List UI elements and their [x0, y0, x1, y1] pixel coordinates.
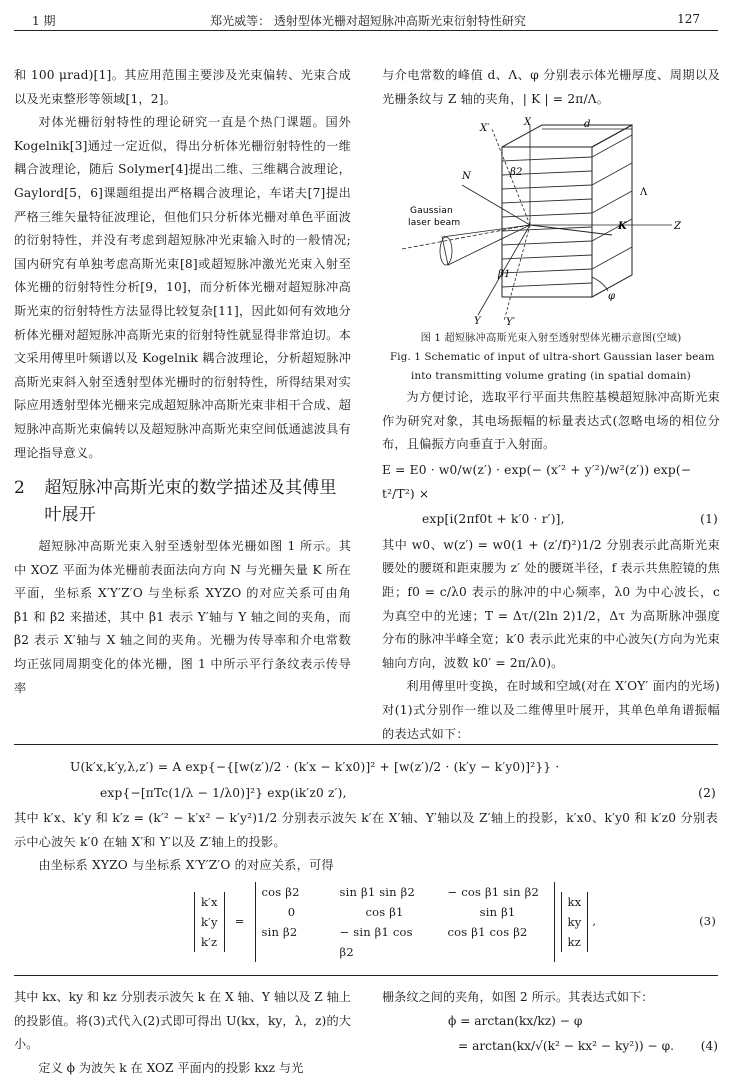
caption-english-1: Fig. 1 Schematic of input of ultra-short Gaussian laser beam — [390, 352, 715, 364]
label-z: Z — [674, 221, 682, 233]
equation-2-b: exp{−[πTc(1/λ − 1/λ0)]²} exp(ik′z0 z′), — [100, 785, 347, 800]
right-paragraph-3: 其中 w0、w(z′) = w0(1 + (z′/f)²)1/2 分别表示此高斯光束腰处的腰斑和距束腰为 z′ 处的腰斑半径，f 表示共焦腔镜的焦距；f0 = c/λ0 表示的脉冲的中心频率，λ0 为中心波长，c 为真空中的光速；T = Δτ/(2ln 2)1/2，Δτ 为高斯脉冲强度分布的脉冲半峰全宽；k′0 表示此光束的中心波矢(方向为光束轴向方向，波数 k0′ = 2π/λ0)。 — [382, 537, 720, 670]
matrix-r1c2: sin β1 sin β2 — [339, 884, 416, 899]
matrix-rhs-2: ky — [567, 914, 582, 929]
equation-2-line-b — [14, 782, 718, 806]
matrix-lhs-1: k′x — [201, 894, 218, 909]
label-lambda: Λ — [640, 187, 648, 199]
equation-3-number: (3) — [699, 914, 716, 929]
matrix-lhs-3: k′z — [201, 934, 218, 949]
equation-4-b: = arctan(kx/√(k² − kx² − ky²)) − φ. — [458, 1039, 675, 1054]
full-paragraph-2: 由坐标系 XYZO 与坐标系 X′Y′Z′O 的对应关系，可得 — [38, 858, 334, 873]
label-gaussian: Gaussian — [410, 206, 453, 217]
section-heading — [14, 475, 351, 529]
matrix-r3c1: sin β2 — [261, 924, 298, 939]
equation-4-line-b — [382, 1035, 720, 1059]
right-paragraph-2: 为方便讨论，选取平行平面共焦腔基模超短脉冲高斯光束作为研究对象，其电场振幅的标量表达式(忽略电场的相位分布，且偏振方向垂直于入射面。 — [382, 390, 720, 452]
figure-caption — [382, 329, 720, 386]
page-number: 127 — [677, 12, 700, 26]
matrix-r2c1: 0 — [287, 904, 296, 919]
bottom-left-paragraph-1: 其中 kx、ky 和 kz 分别表示波矢 k 在 X 轴、Y 轴以及 Z 轴上的投影值。将(3)式代入(2)式即可得出 U(kx，ky，λ，z)的大小。 — [14, 990, 351, 1052]
label-xprime: X′ — [480, 123, 490, 135]
bottom-left-column — [14, 986, 351, 1080]
matrix-lhs-2: k′y — [201, 914, 218, 929]
issue-number: 1 期 — [32, 14, 56, 28]
header-rule — [14, 30, 718, 31]
full-paragraph-1: 其中 k′x、k′y 和 k′z = (k′² − k′x² − k′y²)1/2 分别表示波矢 k′在 X′轴、Y′轴以及 Z′轴上的投影，k′x0、k′y0 和 k′z0 分别表示中心波矢 k′0 在轴 X′和 Y′以及 Z′轴上的投影。 — [14, 811, 718, 849]
left-paragraph-2: 对体光栅衍射特性的理论研究一直是个热门课题。国外 Kogelnik[3]通过一定近似，得出分析体光栅衍射特性的一维耦合波理论，随后 Solymer[4]提出二维、三维耦合波理论，Gaylord[5，6]课题组提出严格耦合波理论，车诺夫[7]提出严格三维矢量特征波理论，但他们只分析体光栅对单色平面波的衍射特性，并没有考虑到超短脉冲光束输入时的一般情况;国内研究有单独考虑高斯光束[8]或超短脉冲激光光束入射至体光栅的衍射特性分析[9，10]，而分析体光栅对超短脉冲高斯光束的衍射特性方法显得比较复杂[11]，因此如何有效地分析体光栅对超短脉冲高斯光束的衍射特性就显得非常迫切。本文采用傅里叶频谱以及 Kogelnik 耦合波理论，分析超短脉冲高斯光束斜入射至透射型体光栅时的衍射特性，所得结果对实际应用透射型体光栅来完成超短脉冲高斯光束非相干合成、超短脉冲高斯光束偏转以及超短脉冲高斯光束空间低通滤波具有理论指导意义。 — [14, 115, 351, 460]
bottom-right-paragraph-1: 栅条纹之间的夹角，如图 2 所示。其表达式如下： — [382, 990, 654, 1004]
matrix-r1c1: cos β2 — [261, 884, 300, 899]
section-title: 超短脉冲高斯光束的数学描述及其傅里叶展开 — [44, 478, 337, 526]
equation-3: k′x k′y k′z = cos β2 sin β1 sin β2 − cos β1 sin β2 0 cos β1 sin β1 sin β2 − sin β1 cos β2 cos β1 cos β2 kx ky kz , (3) — [14, 882, 718, 962]
caption-chinese: 图 1 超短脉冲高斯光束入射至透射型体光栅示意图(空域) — [420, 333, 682, 345]
equation-2-line-a — [14, 756, 718, 780]
equation-4-line-a: ϕ = arctan(kx/kz) − φ — [448, 1013, 583, 1028]
matrix-rhs-3: kz — [567, 934, 581, 949]
figure-1 — [382, 117, 720, 327]
label-x: X — [524, 117, 532, 129]
matrix-r2c3: sin β1 — [479, 904, 516, 919]
right-paragraph-4: 利用傅里叶变换，在时域和空域(对在 X′OY′ 面内的光场)对(1)式分别作一维以及二维傅里叶展开，其单色单角谱振幅的表达式如下： — [382, 679, 720, 741]
left-paragraph-1: 和 100 μrad)[1]。其应用范围主要涉及光束偏转、光束合成以及光束整形等领域[1，2]。 — [14, 68, 351, 106]
bottom-left-paragraph-2: 定义 ϕ 为波矢 k 在 XOZ 平面内的投影 kxz 与光 — [38, 1060, 304, 1075]
equation-1-line-a — [382, 459, 720, 506]
matrix-r1c3: − cos β1 sin β2 — [447, 884, 539, 899]
equation-1-b: exp[i(2πf0t + k′0 · r′)], — [422, 512, 565, 527]
matrix-rhs-1: kx — [567, 894, 582, 909]
label-beta1: β1 — [498, 269, 511, 281]
section-number: 2 — [14, 478, 26, 499]
running-header — [24, 8, 712, 30]
equation-2-number: (2) — [698, 785, 716, 800]
left-paragraph-3: 超短脉冲高斯光束入射至透射型体光栅如图 1 所示。其中 XOZ 平面为体光栅前表面法向方向 N 与光栅矢量 K 所在平面，坐标系 X′Y′Z′O 与坐标系 XYZO 的对应关系可由角 β1 和 β2 来描述，其中 β1 表示 Y′轴与 Y 轴之间的夹角，而 β2 表示 X′轴与 X 轴之间的夹角。光栅为传导率和介电常数均正弦同周期变化的体光栅，图 1 中所示平行条纹表示传导率 — [14, 539, 351, 695]
equation-1-a: E = E0 · w0/w(z′) · exp(− (x′² + y′²)/w²(z′)) exp(− t²/T²) × — [382, 462, 692, 501]
matrix-r3c2: − sin β1 cos β2 — [339, 924, 413, 959]
caption-english-2: into transmitting volume grating (in spatial domain) — [411, 371, 691, 383]
right-paragraph-1: 与介电常数的峰值 d、Λ、φ 分别表示体光栅厚度、周期以及光栅条纹与 Z 轴的夹角，| K | = 2π/Λ。 — [382, 68, 720, 106]
left-column — [14, 64, 351, 700]
grating-diagram — [382, 117, 720, 327]
full-width-rule-top — [14, 744, 718, 745]
rotation-matrix — [255, 882, 555, 962]
bottom-right-column — [382, 986, 720, 1061]
matrix-lhs — [194, 892, 225, 952]
label-beta2: β2 — [510, 167, 523, 179]
matrix-rhs — [561, 892, 589, 952]
label-yprime: Y′ — [506, 317, 516, 328]
matrix-r3c3: cos β1 cos β2 — [447, 924, 528, 939]
label-n: N — [462, 171, 471, 183]
full-width-rule-bottom — [14, 975, 718, 976]
full-width-block — [14, 754, 718, 964]
label-y: Y — [474, 316, 481, 328]
label-k: K — [618, 221, 627, 233]
equation-1-line-b — [382, 508, 720, 532]
running-title: 郑光威等： 透射型体光栅对超短脉冲高斯光束衍射特性研究 — [210, 14, 526, 28]
right-column — [382, 64, 720, 746]
label-d: d — [584, 119, 591, 131]
label-laser-beam: laser beam — [408, 218, 461, 229]
matrix-r2c2: cos β1 — [365, 904, 404, 919]
label-phi: φ — [608, 291, 616, 303]
equation-2-a: U(k′x,k′y,λ,z′) = A exp{−{[w(z′)/2 · (k′x − k′x0)]² + [w(z′)/2 · (k′y − k′y0)]²}} · — [70, 760, 560, 774]
equation-1-number: (1) — [700, 512, 718, 527]
equation-4-number: (4) — [700, 1039, 718, 1054]
